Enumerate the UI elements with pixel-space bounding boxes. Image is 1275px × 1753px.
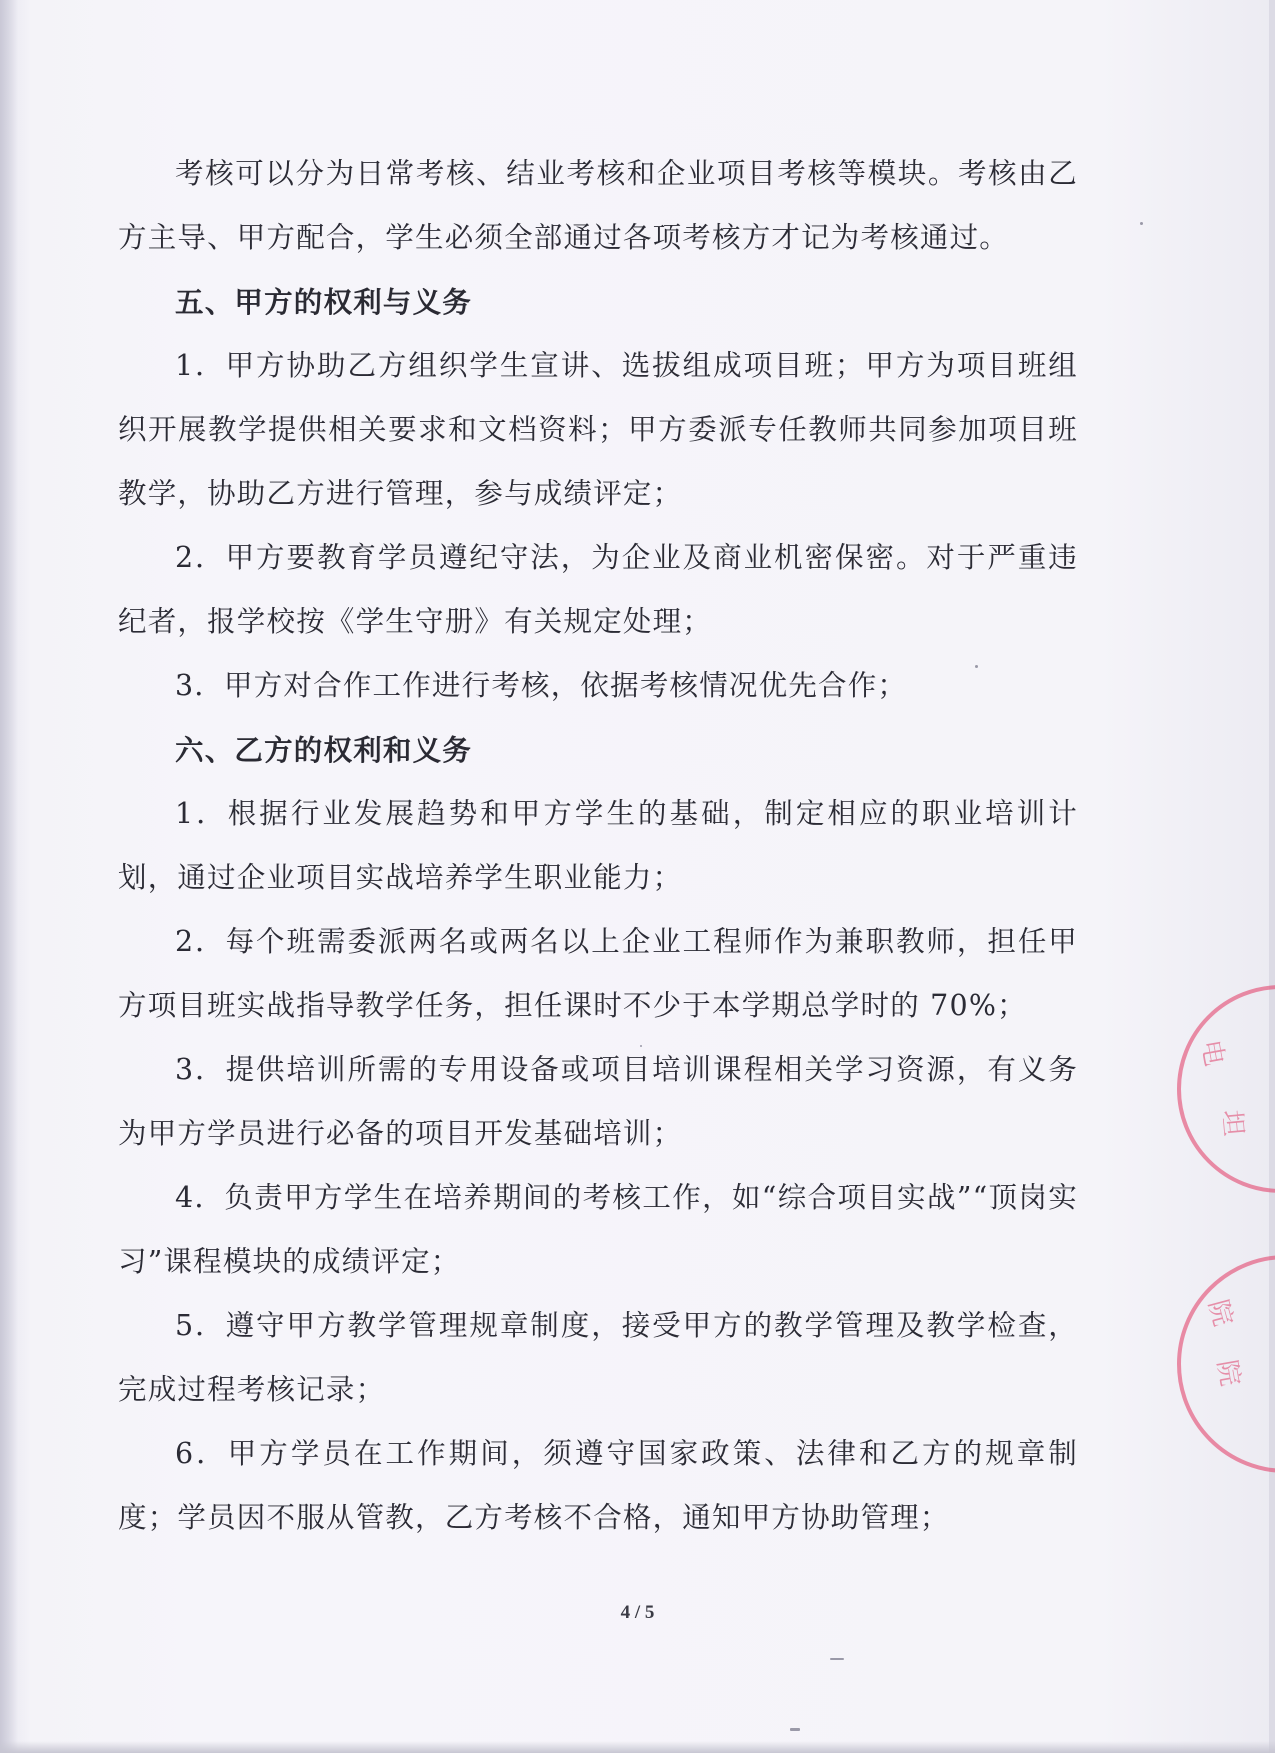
document-body <box>118 142 1078 1550</box>
scan-speck <box>975 665 978 668</box>
party-b-clause-6: 6．甲方学员在工作期间，须遵守国家政策、法律和乙方的规章制度；学员因不服从管教，乙方考核不合格，通知甲方协助管理； <box>118 1437 1078 1534</box>
scan-bottom-shadow <box>0 1741 1275 1753</box>
party-b-clause-5: 5．遵守甲方教学管理规章制度，接受甲方的教学管理及教学检查，完成过程考核记录； <box>118 1309 1078 1406</box>
party-b-clause-3: 3．提供培训所需的专用设备或项目培训课程相关学习资源，有义务为甲方学员进行必备的项目开发基础培训； <box>118 1053 1078 1150</box>
seal-char: 院 <box>1202 1296 1238 1330</box>
scan-right-edge <box>1269 0 1275 1753</box>
scan-left-shadow <box>0 0 18 1753</box>
red-seal-upper <box>1177 985 1275 1193</box>
party-b-clause-1: 1．根据行业发展趋势和甲方学生的基础，制定相应的职业培训计划，通过企业项目实战培养学生职业能力； <box>118 797 1078 894</box>
party-a-clause-2: 2．甲方要教育学员遵纪守法，为企业及商业机密保密。对于严重违纪者，报学校按《学生守册》有关规定处理； <box>118 541 1078 638</box>
party-b-clause-2: 2．每个班需委派两名或两名以上企业工程师作为兼职教师，担任甲方项目班实战指导教学任务，担任课时不少于本学期总学时的 70%； <box>118 925 1078 1022</box>
heading-party-a-rights: 五、甲方的权利与义务 <box>175 285 473 319</box>
heading-party-b-rights: 六、乙方的权利和义务 <box>175 733 473 767</box>
seal-char: 坦 <box>1215 1108 1249 1138</box>
party-a-clause-3: 3．甲方对合作工作进行考核，依据考核情况优先合作； <box>175 669 908 702</box>
paragraph-assessment: 考核可以分为日常考核、结业考核和企业项目考核等模块。考核由乙方主导、甲方配合，学生必须全部通过各项考核方才记为考核通过。 <box>118 157 1078 254</box>
seal-char: 电 <box>1194 1037 1230 1069</box>
scan-speck <box>640 1045 642 1047</box>
scan-speck <box>830 1658 844 1660</box>
party-a-clause-1: 1．甲方协助乙方组织学生宣讲、选拔组成项目班；甲方为项目班组织开展教学提供相关要求和文档资料；甲方委派专任教师共同参加项目班教学，协助乙方进行管理，参与成绩评定； <box>118 349 1078 510</box>
scan-speck <box>790 1728 800 1731</box>
scan-speck <box>1140 222 1143 225</box>
party-b-clause-4: 4．负责甲方学生在培养期间的考核工作，如“综合项目实战”“顶岗实习”课程模块的成绩评定； <box>118 1181 1078 1278</box>
seal-char: 院 <box>1210 1357 1246 1389</box>
page-number: 4 / 5 <box>620 1602 655 1623</box>
